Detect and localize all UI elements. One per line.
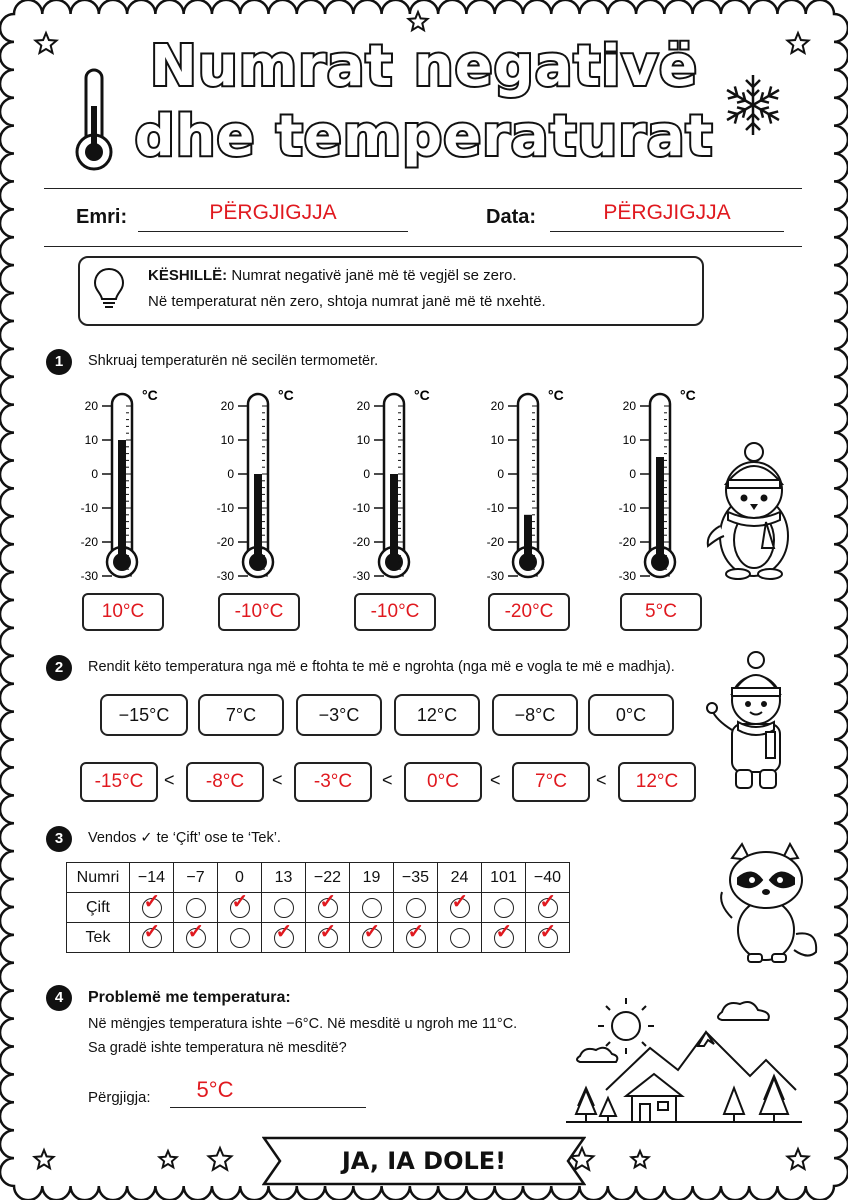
number-cell: 13 bbox=[262, 863, 306, 893]
check-mark-icon: ✓ bbox=[407, 920, 425, 943]
checkbox-even[interactable] bbox=[142, 890, 162, 918]
checkbox-odd[interactable] bbox=[318, 920, 338, 948]
checkbox-even[interactable] bbox=[406, 898, 426, 918]
tip-line-1: Numrat negativë janë më të vegjël se zero. bbox=[231, 267, 517, 284]
scale-label: 10 bbox=[490, 433, 504, 447]
checkbox-odd[interactable] bbox=[186, 920, 206, 948]
scale-label: -10 bbox=[216, 501, 234, 515]
number-cell: −14 bbox=[130, 863, 174, 893]
question-3-text: Vendos ✓ te ‘Çift’ ose te ‘Tek’. bbox=[88, 830, 281, 846]
scale-label: -20 bbox=[80, 535, 98, 549]
date-value[interactable]: PËRGJIGJJA bbox=[603, 201, 731, 224]
penguin-icon bbox=[704, 438, 804, 582]
question-4-line-1: Në mëngjes temperatura ishte −6°C. Në mesditë u ngroh me 11°C. bbox=[88, 1016, 518, 1032]
checkbox-even[interactable] bbox=[274, 898, 294, 918]
given-temp-2: 7°C bbox=[198, 694, 284, 736]
scale-label: 20 bbox=[84, 399, 98, 413]
star-icon bbox=[209, 1148, 232, 1170]
answer-label: Përgjigja: bbox=[88, 1089, 151, 1106]
scale-label: 0 bbox=[227, 467, 234, 481]
checkbox-even[interactable] bbox=[318, 890, 338, 918]
scale-label: 20 bbox=[490, 399, 504, 413]
thermometer-1 bbox=[78, 386, 188, 586]
date-label: Data: bbox=[486, 206, 537, 228]
question-1-number: 1 bbox=[46, 349, 72, 375]
scale-label: -10 bbox=[352, 501, 370, 515]
number-cell: 101 bbox=[482, 863, 526, 893]
less-than-1: < bbox=[164, 770, 175, 790]
scale-label: 20 bbox=[220, 399, 234, 413]
check-mark-icon: ✓ bbox=[143, 920, 161, 943]
divider-top bbox=[44, 188, 802, 189]
check-mark-icon: ✓ bbox=[275, 920, 293, 943]
given-temp-6: 0°C bbox=[588, 694, 674, 736]
unit-label: °C bbox=[278, 387, 294, 403]
date-line bbox=[550, 231, 784, 232]
scale-label: 0 bbox=[497, 467, 504, 481]
scale-label: -10 bbox=[80, 501, 98, 515]
checkbox-even[interactable] bbox=[450, 890, 470, 918]
check-mark-icon: ✓ bbox=[187, 920, 205, 943]
thermometer-liquid bbox=[656, 457, 664, 558]
scale-label: -20 bbox=[352, 535, 370, 549]
name-label: Emri: bbox=[76, 206, 128, 228]
tree-icon bbox=[760, 1076, 788, 1122]
unit-label: °C bbox=[680, 387, 696, 403]
tip-line-2: Në temperaturat nën zero, shtoja numrat janë më të nxehtë. bbox=[148, 293, 546, 310]
question-4-title: Problemë me temperatura: bbox=[88, 989, 291, 1006]
answer-value[interactable]: 5°C bbox=[196, 1077, 234, 1102]
thermometer-liquid bbox=[524, 515, 532, 558]
less-than-5: < bbox=[596, 770, 607, 790]
thermometer-liquid bbox=[390, 474, 398, 558]
checkbox-odd[interactable] bbox=[538, 920, 558, 948]
unit-label: °C bbox=[414, 387, 430, 403]
house-icon bbox=[626, 1074, 682, 1122]
thermometer-answer-1[interactable]: 10°C bbox=[82, 593, 164, 631]
check-mark-icon: ✓ bbox=[451, 890, 469, 913]
title-line-2: dhe temperaturat bbox=[134, 104, 714, 169]
checkbox-even[interactable] bbox=[362, 898, 382, 918]
scale-label: -30 bbox=[80, 569, 98, 583]
less-than-4: < bbox=[490, 770, 501, 790]
name-line bbox=[138, 231, 408, 232]
question-3-number: 3 bbox=[46, 826, 72, 852]
answer-line bbox=[170, 1107, 366, 1108]
check-mark-icon: ✓ bbox=[363, 920, 381, 943]
given-temp-3: −3°C bbox=[296, 694, 382, 736]
number-cell: −7 bbox=[174, 863, 218, 893]
check-mark-icon: ✓ bbox=[143, 890, 161, 913]
ordered-temp-2[interactable]: -8°C bbox=[186, 762, 264, 802]
cloud-icon bbox=[577, 1048, 617, 1062]
child-icon bbox=[706, 648, 806, 794]
checkbox-odd[interactable] bbox=[450, 928, 470, 948]
scale-label: -10 bbox=[486, 501, 504, 515]
scale-label: -20 bbox=[216, 535, 234, 549]
star-icon bbox=[631, 1151, 648, 1167]
thermometer-answer-3[interactable]: -10°C bbox=[354, 593, 436, 631]
check-mark-icon: ✓ bbox=[319, 890, 337, 913]
given-temp-5: −8°C bbox=[492, 694, 578, 736]
checkbox-odd[interactable] bbox=[274, 920, 294, 948]
tree-icon bbox=[724, 1088, 744, 1122]
ordered-temp-5[interactable]: 7°C bbox=[512, 762, 590, 802]
checkbox-odd[interactable] bbox=[142, 920, 162, 948]
tree-icon bbox=[576, 1088, 596, 1122]
scale-label: 10 bbox=[220, 433, 234, 447]
star-icon bbox=[35, 1150, 54, 1168]
snowflake-icon bbox=[718, 70, 788, 140]
scale-label: 0 bbox=[91, 467, 98, 481]
title-line-1: Numrat negativë bbox=[150, 34, 698, 99]
thermometer-answer-2[interactable]: -10°C bbox=[218, 593, 300, 631]
number-cell: −35 bbox=[394, 863, 438, 893]
checkbox-odd[interactable] bbox=[230, 928, 250, 948]
checkbox-odd[interactable] bbox=[406, 920, 426, 948]
ordered-temp-4[interactable]: 0°C bbox=[404, 762, 482, 802]
scale-label: -30 bbox=[618, 569, 636, 583]
unit-label: °C bbox=[548, 387, 564, 403]
cloud-icon bbox=[718, 1002, 769, 1020]
scale-label: -20 bbox=[618, 535, 636, 549]
lightbulb-icon bbox=[92, 266, 126, 312]
scale-label: -30 bbox=[216, 569, 234, 583]
tip-heading: KËSHILLË: bbox=[148, 267, 228, 284]
scale-label: -30 bbox=[352, 569, 370, 583]
checkbox-odd[interactable] bbox=[362, 920, 382, 948]
thermometer-answer-4[interactable]: -20°C bbox=[488, 593, 570, 631]
tree-icon bbox=[600, 1098, 616, 1122]
thermometer-answer-5[interactable]: 5°C bbox=[620, 593, 702, 631]
thermometer-2 bbox=[214, 386, 324, 586]
check-mark-icon: ✓ bbox=[539, 920, 557, 943]
footer-banner bbox=[262, 1136, 586, 1186]
ordered-temp-6[interactable]: 12°C bbox=[618, 762, 696, 802]
checkbox-even[interactable] bbox=[494, 898, 514, 918]
winter-landscape bbox=[566, 990, 806, 1130]
thermometer-icon bbox=[66, 66, 122, 178]
scale-label: -20 bbox=[486, 535, 504, 549]
divider-bottom bbox=[44, 246, 802, 247]
thermometer-3 bbox=[350, 386, 460, 586]
scale-label: 0 bbox=[629, 467, 636, 481]
sun-icon bbox=[598, 998, 654, 1054]
star-icon bbox=[409, 12, 428, 30]
check-mark-icon: ✓ bbox=[539, 890, 557, 913]
number-cell: −22 bbox=[306, 863, 350, 893]
scale-label: 10 bbox=[622, 433, 636, 447]
scale-label: 10 bbox=[356, 433, 370, 447]
scale-label: -10 bbox=[618, 501, 636, 515]
footer-text: JA, IA DOLE! bbox=[341, 1147, 507, 1175]
checkbox-even[interactable] bbox=[230, 890, 250, 918]
raccoon-icon bbox=[714, 838, 824, 964]
ordered-temp-3[interactable]: -3°C bbox=[294, 762, 372, 802]
scale-label: 10 bbox=[84, 433, 98, 447]
number-cell: 19 bbox=[350, 863, 394, 893]
less-than-3: < bbox=[382, 770, 393, 790]
checkbox-even[interactable] bbox=[538, 890, 558, 918]
check-mark-icon: ✓ bbox=[495, 920, 513, 943]
unit-label: °C bbox=[142, 387, 158, 403]
number-cell: 24 bbox=[438, 863, 482, 893]
check-mark-icon: ✓ bbox=[319, 920, 337, 943]
ordered-temp-1[interactable]: -15°C bbox=[80, 762, 158, 802]
star-icon bbox=[159, 1151, 176, 1167]
number-cell: −40 bbox=[526, 863, 570, 893]
even-odd-table bbox=[66, 862, 570, 953]
checkbox-even[interactable] bbox=[186, 898, 206, 918]
number-cell: 0 bbox=[218, 863, 262, 893]
question-1-text: Shkruaj temperaturën në secilën termometër. bbox=[88, 353, 379, 369]
question-2-text: Rendit këto temperatura nga më e ftohta te më e ngrohta (nga më e vogla te më e madhja). bbox=[88, 659, 675, 675]
thermometer-4 bbox=[484, 386, 594, 586]
scale-label: -30 bbox=[486, 569, 504, 583]
thermometer-liquid bbox=[118, 440, 126, 558]
scale-label: 20 bbox=[356, 399, 370, 413]
question-2-number: 2 bbox=[46, 655, 72, 681]
row-label-odd: Tek bbox=[67, 923, 130, 953]
star-icon bbox=[788, 1149, 809, 1169]
question-4-number: 4 bbox=[46, 985, 72, 1011]
checkbox-odd[interactable] bbox=[494, 920, 514, 948]
check-mark-icon: ✓ bbox=[231, 890, 249, 913]
row-label-even: Çift bbox=[67, 893, 130, 923]
name-value[interactable]: PËRGJIGJJA bbox=[209, 201, 337, 224]
less-than-2: < bbox=[272, 770, 283, 790]
question-4-line-2: Sa gradë ishte temperatura në mesditë? bbox=[88, 1040, 347, 1056]
scale-label: 20 bbox=[622, 399, 636, 413]
given-temp-1: −15°C bbox=[100, 694, 188, 736]
table-header: Numri bbox=[67, 863, 130, 893]
scale-label: 0 bbox=[363, 467, 370, 481]
thermometer-liquid bbox=[254, 474, 262, 558]
given-temp-4: 12°C bbox=[394, 694, 480, 736]
